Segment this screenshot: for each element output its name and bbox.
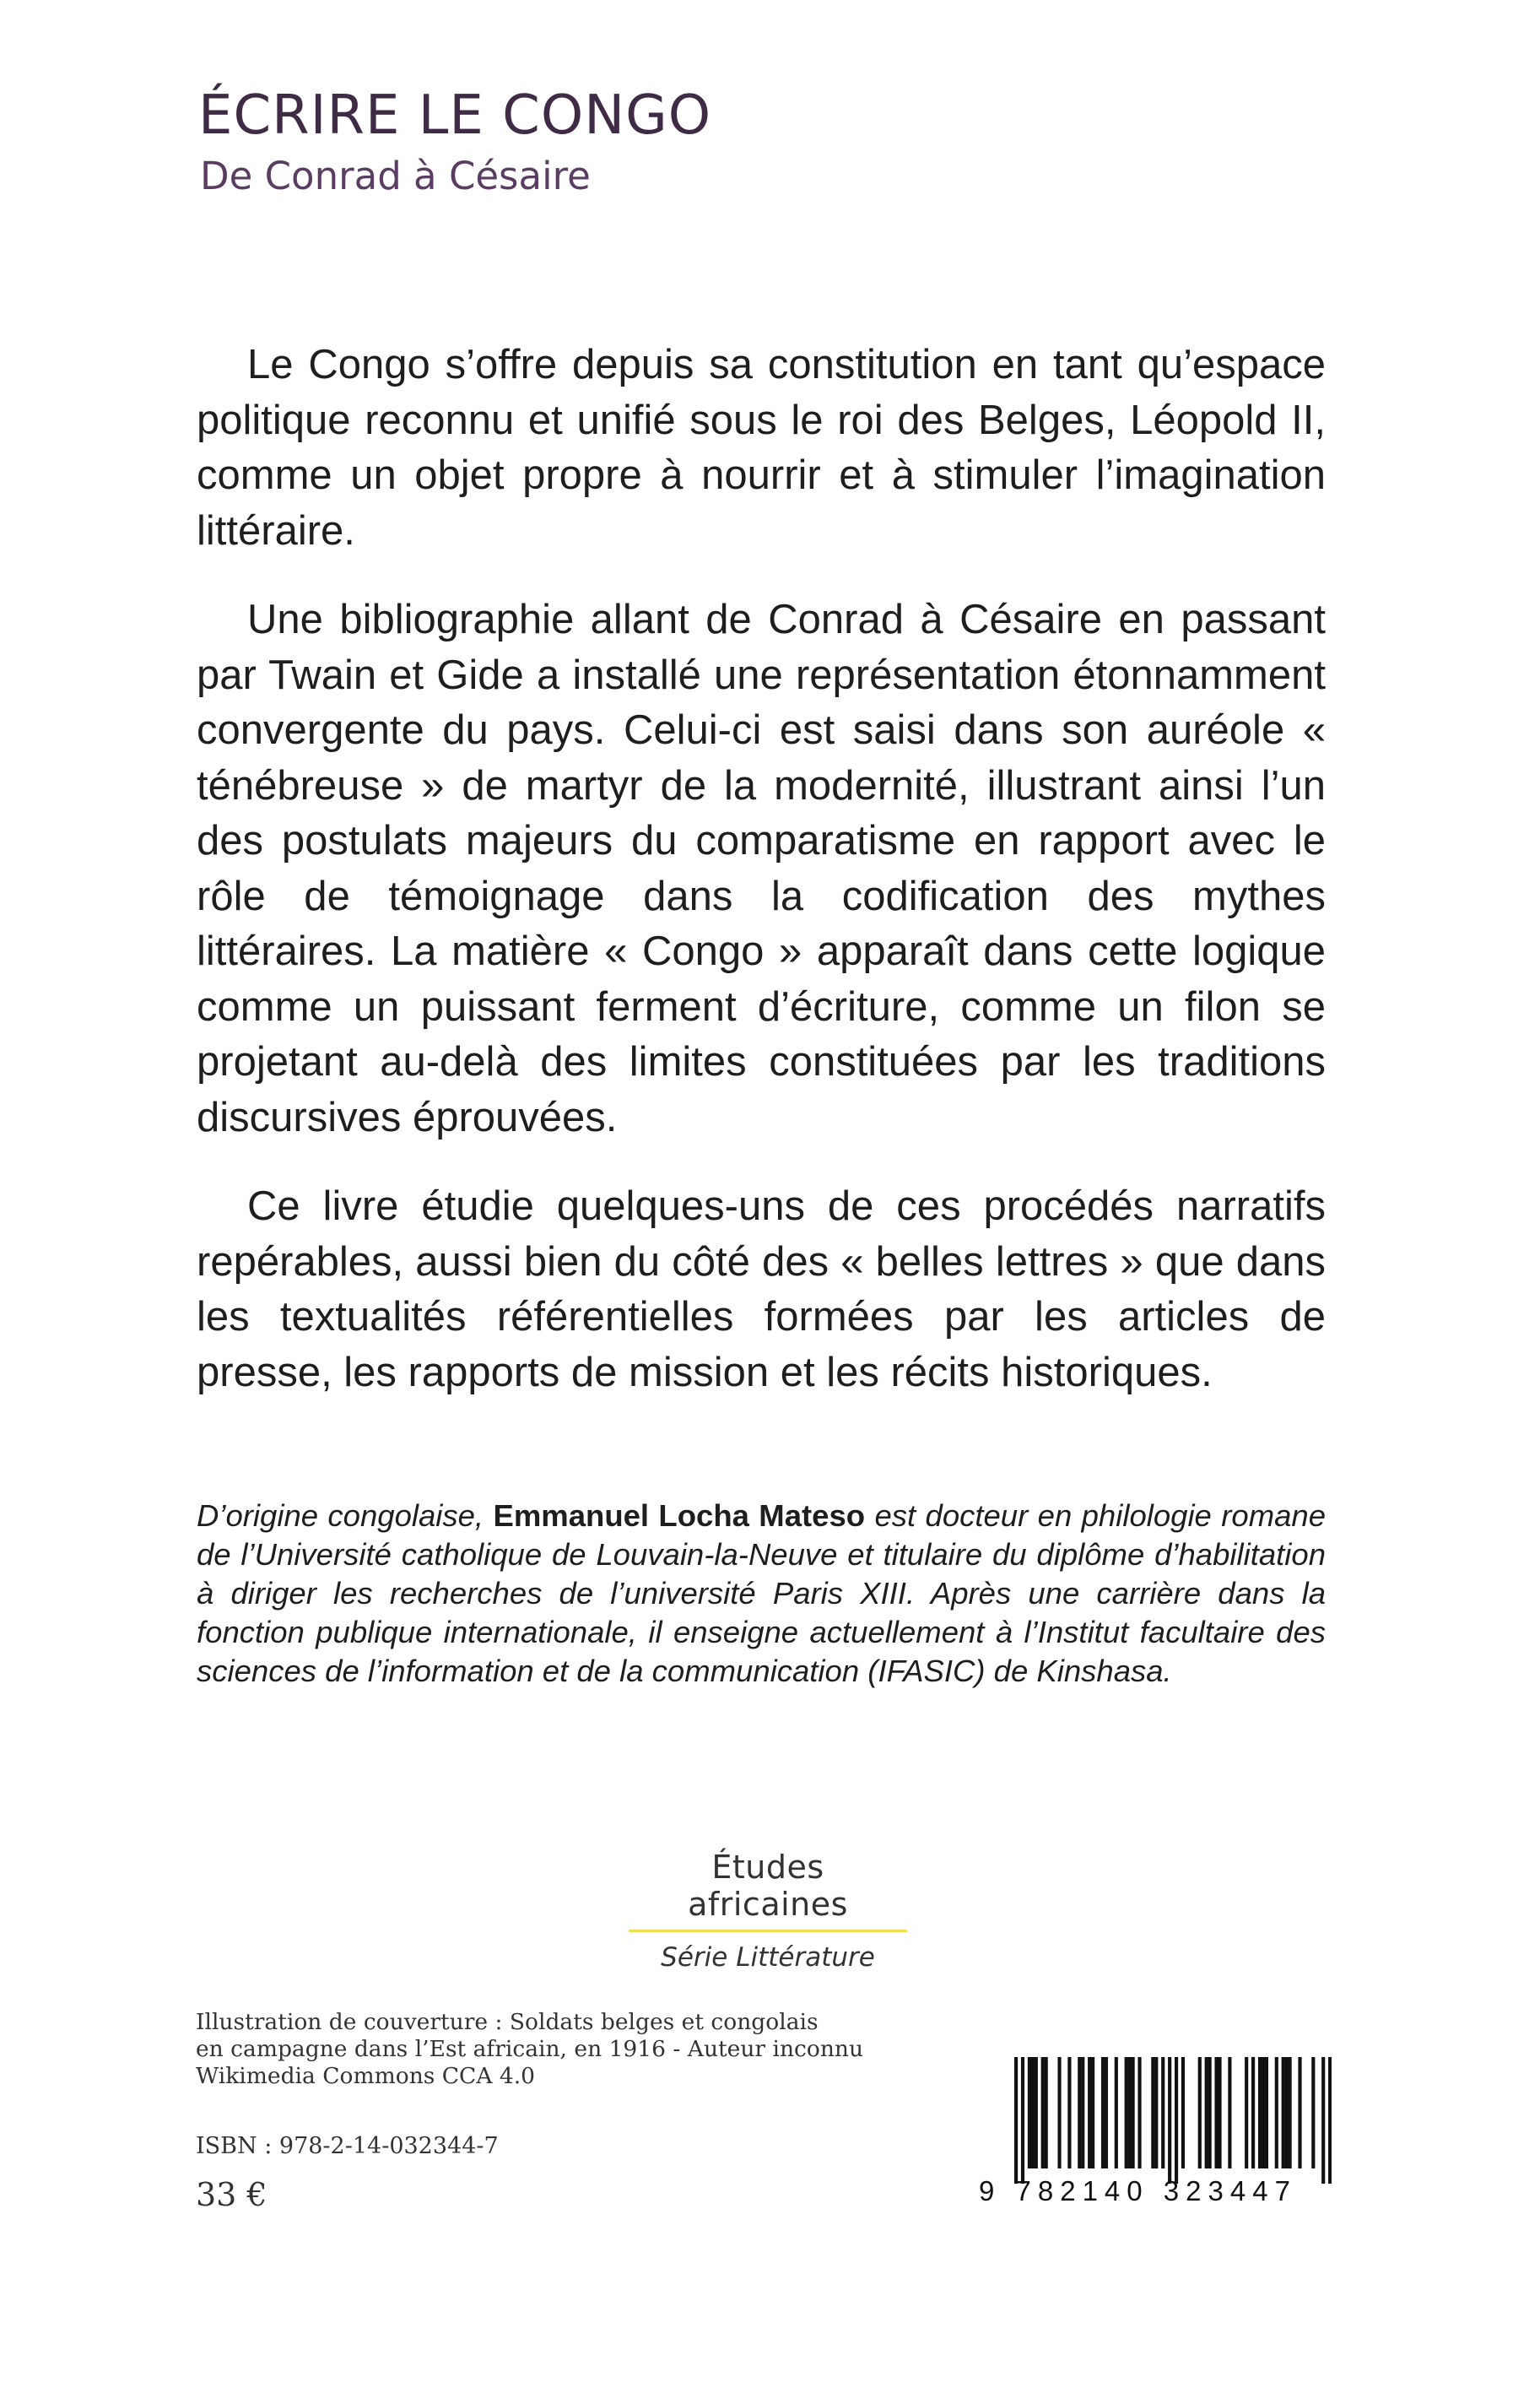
isbn-text: ISBN : 978-2-14-032344-7	[196, 2133, 499, 2159]
series-name: Études africaines	[629, 1849, 907, 1932]
barcode-bar	[1285, 2057, 1289, 2168]
bio-suffix: est docteur en philologie romane de l’Université catholique de Louvain-la-Neuve et titulaire du diplôme d’habilitation à diriger les recherches de l’université Paris XIII. Après une carrière dans la fonction publique internationale, il enseigne actuellement à l’Institut facultaire des sciences de l’information et de la communication (IFASIC) de Kinshasa.	[197, 1498, 1326, 1688]
barcode-digits: 9 782140 323447	[979, 2175, 1297, 2206]
summary-paragraph-1: Le Congo s’offre depuis sa constitution en tant qu’espace politique reconnu et unifié sous le roi des Belges, Léopold II, comme un objet propre à nourrir et à stimuler l’imagination littéraire.	[197, 342, 1326, 554]
price-text: 33 €	[196, 2176, 267, 2213]
author-name: Emmanuel Locha Mateso	[493, 1498, 866, 1533]
barcode-bar	[1208, 2057, 1212, 2168]
barcode-bar	[1214, 2057, 1218, 2168]
barcode-bar	[1088, 2057, 1091, 2168]
barcode-bar	[1031, 2057, 1035, 2168]
cover-credits	[196, 2009, 863, 2090]
barcode-bar	[1035, 2057, 1038, 2168]
barcode-bar	[1081, 2057, 1084, 2168]
barcode-bar	[1168, 2057, 1171, 2184]
barcode-bar	[1181, 2057, 1185, 2168]
barcode-bar	[1205, 2057, 1208, 2168]
barcode-bar	[1198, 2057, 1202, 2168]
barcode-bar	[1057, 2057, 1061, 2168]
book-subtitle: De Conrad à Césaire	[200, 154, 591, 198]
barcode-bar	[1275, 2057, 1278, 2168]
barcode-bar	[1125, 2057, 1128, 2168]
summary-text	[197, 338, 1326, 1434]
barcode-bars	[1014, 2057, 1332, 2184]
barcode-bar	[1078, 2057, 1081, 2168]
barcode	[979, 2057, 1332, 2205]
credit-line-1: Illustration de couverture : Soldats belges et congolais	[196, 2009, 819, 2035]
barcode-bar	[1175, 2057, 1178, 2184]
barcode-bar	[1311, 2057, 1315, 2168]
barcode-bar	[1105, 2057, 1108, 2168]
barcode-bar	[1151, 2057, 1154, 2168]
barcode-bar	[1228, 2057, 1231, 2168]
credit-line-2: en campagne dans l’Est africain, en 1916 - Auteur inconnu	[196, 2036, 864, 2062]
barcode-bar	[1298, 2057, 1301, 2168]
barcode-bar	[1132, 2057, 1135, 2168]
barcode-bar	[1154, 2057, 1158, 2168]
book-title: ÉCRIRE LE CONGO	[198, 84, 712, 147]
barcode-bar	[1014, 2057, 1018, 2184]
barcode-bar	[1128, 2057, 1132, 2168]
barcode-bar	[1161, 2057, 1164, 2168]
barcode-bar	[1282, 2057, 1285, 2168]
barcode-bar	[1021, 2057, 1024, 2184]
barcode-bar	[1251, 2057, 1255, 2168]
barcode-bar	[1262, 2057, 1265, 2168]
series-logo	[629, 1849, 907, 1973]
credit-line-3: Wikimedia Commons CCA 4.0	[196, 2063, 536, 2089]
barcode-bar	[1115, 2057, 1118, 2168]
bio-prefix: D’origine congolaise,	[197, 1498, 494, 1533]
barcode-bar	[1265, 2057, 1268, 2168]
barcode-bar	[1137, 2057, 1141, 2168]
summary-paragraph-3: Ce livre étudie quelques-uns de ces procédés narratifs repérables, aussi bien du côté des « belles lettres » que dans les textualités référentielles formées par les articles de presse, les rapports de mission et les récits historiques.	[197, 1183, 1326, 1395]
summary-paragraph-2: Une bibliographie allant de Conrad à Césaire en passant par Twain et Gide a installé une représentation étonnamment convergente du pays. Celui-ci est saisi dans son auréole « ténébreuse » de martyr de la modernité, illustrant ainsi l’un des postulats majeurs du comparatisme en rapport avec le rôle de témoignage dans la codification des mythes littéraires. La matière « Congo » apparaît dans cette logique comme un puissant ferment d’écriture, comme un filon se projetant au-delà des limites constituées par les traditions discursives éprouvées.	[197, 597, 1326, 1140]
barcode-bar	[1289, 2057, 1292, 2168]
barcode-bar	[1321, 2057, 1325, 2184]
barcode-bar	[1101, 2057, 1105, 2168]
barcode-bar	[1045, 2057, 1048, 2168]
series-subseries: Série Littérature	[661, 1942, 875, 1973]
barcode-bar	[1328, 2057, 1332, 2184]
barcode-bar	[1067, 2057, 1071, 2168]
author-bio	[197, 1497, 1326, 1691]
barcode-bar	[1041, 2057, 1045, 2168]
barcode-bar	[1258, 2057, 1262, 2168]
barcode-bar	[1091, 2057, 1094, 2168]
barcode-bar	[1245, 2057, 1248, 2168]
barcode-bar	[1218, 2057, 1221, 2168]
barcode-bar	[1028, 2057, 1031, 2168]
